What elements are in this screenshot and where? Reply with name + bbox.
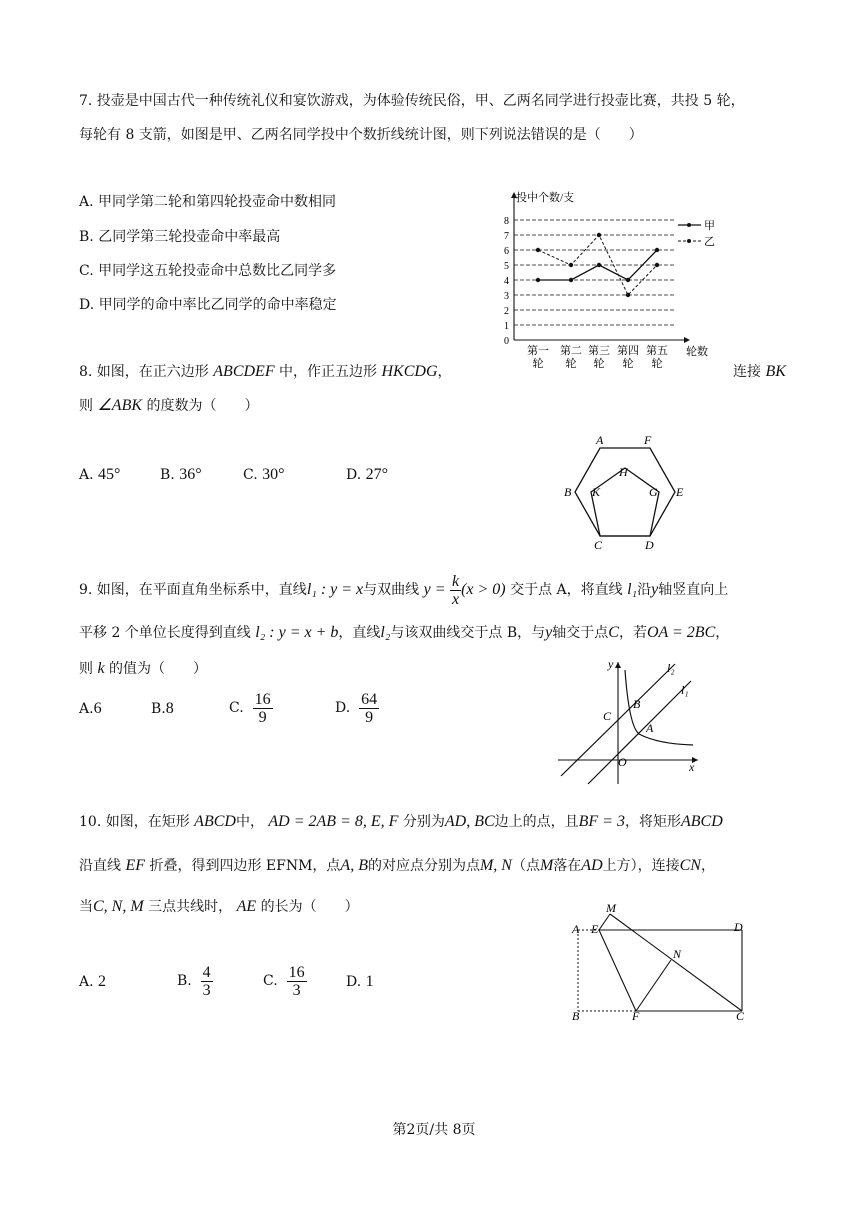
chart-y-tick-label: 3 <box>504 291 509 302</box>
line-chart <box>496 188 736 368</box>
q10-rect: ABCD <box>681 813 723 830</box>
chart-point-yi <box>655 263 659 267</box>
chart-x-tick-label-line2: 轮 <box>565 358 577 368</box>
q10-text: 中， <box>235 814 264 830</box>
fig10-label-m: M <box>606 901 616 915</box>
fig9-label-x: x <box>689 760 695 774</box>
chart-y-ticks <box>504 216 509 347</box>
chart-y-tick-label: 0 <box>504 336 509 347</box>
chart-grid <box>511 192 690 343</box>
chart-y-tick-label: 5 <box>504 261 509 272</box>
q7-option-c: C. 甲同学这五轮投壶命中总数比乙同学多 <box>79 263 337 279</box>
q10-option-b: B. $\frac{4}{3}$ <box>177 963 211 999</box>
q10-text: ，将矩形 <box>625 814 681 830</box>
fig8-label-c: C <box>594 538 603 552</box>
q8-option-c: C. 30° <box>243 466 285 483</box>
q9-c: C <box>608 624 619 641</box>
q10-ad: AD <box>581 857 603 874</box>
page-footer: 第2页/共 8页 <box>392 1122 476 1138</box>
chart-point-yi <box>597 233 601 237</box>
q7-option-d: D. 甲同学的命中率比乙同学的命中率稳定 <box>79 297 337 313</box>
q9-text: ，直线 <box>338 625 381 641</box>
fig9-label-c: C <box>603 709 612 723</box>
q9-eq-l2: l₂ : y = x + b <box>255 624 339 641</box>
q10-text: 折叠，得到四边形 EFNM，点 <box>149 858 341 874</box>
q9-y: y <box>651 581 659 598</box>
q8-stem-line2 <box>79 397 258 415</box>
q10-option-c: C. $\frac{16}{3}$ <box>263 963 305 999</box>
q9-l1: l₁ <box>627 581 638 598</box>
q10-stem-line2 <box>79 857 715 875</box>
q10-cnm: C, N, M <box>93 898 144 915</box>
q10-ab: A, B <box>340 857 368 874</box>
fig8-label-b: B <box>564 485 572 499</box>
q8-hexagon-name: ABCDEF <box>213 363 275 380</box>
q10-text: 上方），连接 <box>602 858 680 874</box>
q10-mn: M, N <box>479 857 512 874</box>
chart-x-tick-label-line2: 轮 <box>622 358 634 368</box>
q10-text: ， <box>700 858 715 874</box>
legend-jia: 甲 <box>704 220 715 232</box>
q8-option-a: A. 45° <box>79 466 121 483</box>
q8-option-d: D. 27° <box>346 466 389 483</box>
chart-legend <box>678 219 715 248</box>
q8-text: 中，作正五边形 <box>279 364 378 380</box>
fig9-label-o: O <box>618 755 627 769</box>
fig10-label-n: N <box>673 947 682 961</box>
q9-option-a: A.6 <box>79 700 102 717</box>
q10-sides: AD, BC <box>444 813 495 830</box>
q7-stem-line2: 每轮有 8 支箭，如图是甲、乙两名同学投中个数折线统计图，则下列说法错误的是（ ） <box>79 127 643 143</box>
q9-y: y <box>545 624 553 641</box>
q9-text: ， <box>715 625 730 641</box>
legend-yi: 乙 <box>704 236 715 248</box>
q9-text: 轴竖直向上 <box>658 582 729 598</box>
q9-text: 的值为（ ） <box>109 661 208 677</box>
q9-hyper-cond: (x > 0) <box>461 581 506 598</box>
q10-stem-line1 <box>79 813 723 831</box>
q9-option-b: B.8 <box>151 700 174 717</box>
q8-text: 连接 <box>733 364 761 380</box>
fig9-label-b: B <box>633 697 641 711</box>
q8-pentagon-name: HKCDG <box>381 363 438 380</box>
q10-option-d: D. 1 <box>346 973 374 990</box>
q10-text: 的长为（ ） <box>260 899 359 915</box>
q9-text: 轴交于点 <box>552 625 609 641</box>
q10-cn: CN <box>679 857 701 874</box>
q10-bf: BF = 3 <box>578 813 625 830</box>
q9-stem-line2 <box>79 624 729 642</box>
chart-y-tick-label: 1 <box>504 321 509 332</box>
chart-y-tick-label: 7 <box>504 231 509 242</box>
q10-text: 10. 如图，在矩形 <box>79 814 190 830</box>
q10-text: 的对应点分别为点 <box>367 858 480 874</box>
fig8-label-h: H <box>619 465 628 479</box>
fig8-label-f: F <box>644 433 652 447</box>
q10-text: 分别为 <box>402 814 445 830</box>
q8-option-b: B. 36° <box>160 466 202 483</box>
rectangle-fold-figure <box>566 900 756 1025</box>
q8-text: 8. 如图，在正六边形 <box>79 364 209 380</box>
q8-bk: BK <box>765 363 786 380</box>
q10-eq: AD = 2AB = 8, E, F <box>268 813 399 830</box>
q10-text: 当 <box>79 899 93 915</box>
chart-ylabel: 投中个数/支 <box>516 192 575 204</box>
chart-x-tick-label: 第二 <box>560 345 582 357</box>
q8-stem-line1 <box>79 363 452 381</box>
q9-hyper-fraction: $\frac{k}{x}$ <box>451 572 460 608</box>
fig9-label-l1: l₁ <box>681 683 689 697</box>
chart-point-yi <box>536 248 540 252</box>
fig10-label-e: E <box>591 922 599 936</box>
fig9-label-y: y <box>608 657 614 671</box>
chart-y-tick-label: 2 <box>504 306 509 317</box>
chart-point-jia <box>626 278 630 282</box>
q10-ef: EF <box>125 857 145 874</box>
hyperbola-figure <box>553 656 703 786</box>
q9-text: 9. 如图，在平面直角坐标系中，直线 <box>79 582 307 598</box>
q9-text: ，若 <box>618 625 647 641</box>
fig8-label-k: K <box>592 485 601 499</box>
hexagon-pentagon-figure <box>555 430 695 555</box>
q10-ae: AE <box>236 898 257 915</box>
chart-point-yi <box>569 263 573 267</box>
q10-text: 边上的点，且 <box>494 814 579 830</box>
q9-option-d: D. $\frac{64}{9}$ <box>335 690 378 726</box>
fig8-label-g: G <box>649 485 658 499</box>
q8-text: ， <box>437 364 452 380</box>
q9-text: 与该双曲线交于点 B，与 <box>390 625 546 641</box>
q9-text: 平移 2 个单位长度得到直线 <box>79 625 251 641</box>
q10-option-a: A. 2 <box>79 973 107 990</box>
chart-y-tick-label: 4 <box>504 276 509 287</box>
fig10-label-c: C <box>736 1009 745 1023</box>
q9-text: 则 <box>79 661 93 677</box>
q8-stem-connect <box>733 363 786 381</box>
q10-text: （点 <box>511 858 540 874</box>
chart-x-tick-label: 第五 <box>646 345 668 357</box>
fig10-label-f: F <box>632 1009 640 1023</box>
chart-y-tick-label: 6 <box>504 246 509 257</box>
chart-x-tick-label: 第一 <box>527 345 549 357</box>
q9-option-c: C. $\frac{16}{9}$ <box>229 690 271 726</box>
q7-stem-line1: 7. 投壶是中国古代一种传统礼仪和宴饮游戏，为体验传统民俗，甲、乙两名同学进行投壶比赛，共投 5 轮， <box>79 93 745 109</box>
chart-x-tick-label-line2: 轮 <box>593 358 605 368</box>
chart-point-jia <box>569 278 573 282</box>
q8-text: 则 <box>79 398 93 414</box>
chart-x-tick-label-line2: 轮 <box>532 358 544 368</box>
q7-option-a: A. 甲同学第二轮和第四轮投壶命中数相同 <box>79 194 337 210</box>
q9-text: 与双曲线 <box>363 582 420 598</box>
chart-point-jia <box>655 248 659 252</box>
fig8-label-e: E <box>676 485 684 499</box>
q9-l2: l₂ <box>380 624 391 641</box>
q9-stem-line1 <box>79 572 728 608</box>
fig8-label-a: A <box>596 433 604 447</box>
fig9-label-l2: l₂ <box>667 661 675 675</box>
q8-text: 的度数为（ ） <box>146 398 259 414</box>
fig9-label-a: A <box>646 721 654 735</box>
chart-point-yi <box>626 293 630 297</box>
fig10-label-b: B <box>572 1009 580 1023</box>
chart-x-tick-label-line2: 轮 <box>651 358 663 368</box>
q9-k: k <box>97 660 105 677</box>
q10-text: 沿直线 <box>79 858 121 874</box>
fig10-label-d: D <box>734 920 743 934</box>
q10-rect: ABCD <box>194 813 236 830</box>
q9-text: 交于点 A，将直线 <box>510 582 623 598</box>
chart-point-jia <box>536 278 540 282</box>
q8-angle: ∠ABK <box>97 397 143 414</box>
q9-eq-l1: l₁ : y = x <box>306 581 364 598</box>
chart-point-jia <box>597 263 601 267</box>
q10-stem-line3 <box>79 898 359 916</box>
chart-y-tick-label: 8 <box>504 216 509 227</box>
chart-x-labels <box>527 344 668 368</box>
chart-xlabel: 轮数 <box>686 346 708 358</box>
q9-cond: OA = 2BC <box>646 624 716 641</box>
q9-hyper-lhs: y = <box>423 581 446 598</box>
chart-x-tick-label: 第三 <box>588 345 610 357</box>
fig10-label-a: A <box>572 922 580 936</box>
q10-text: 落在 <box>553 858 582 874</box>
q10-m: M <box>539 857 554 874</box>
chart-x-tick-label: 第四 <box>617 345 639 357</box>
chart-x-arrow <box>684 337 690 343</box>
q10-text: 三点共线时， <box>148 899 233 915</box>
q9-stem-line3 <box>79 660 207 678</box>
q9-text: 沿 <box>637 582 652 598</box>
fig8-label-d: D <box>645 538 654 552</box>
q7-option-b: B. 乙同学第三轮投壶命中率最高 <box>79 229 281 245</box>
